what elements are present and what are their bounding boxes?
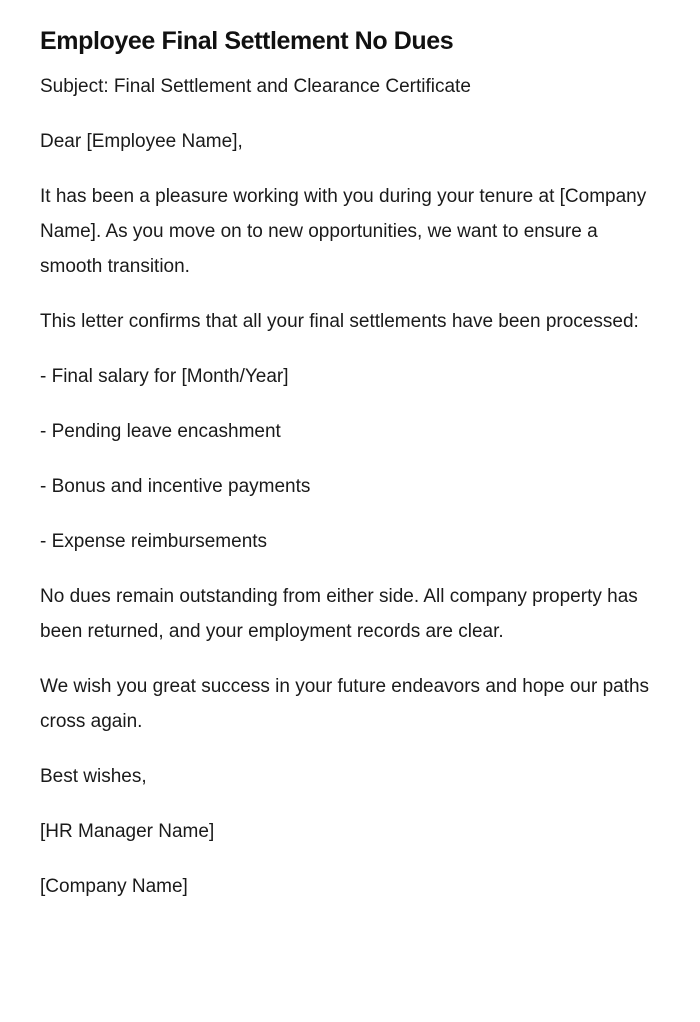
settlement-item-bonus: - Bonus and incentive payments [40, 476, 311, 497]
confirmation-paragraph: This letter confirms that all your final settlements have been processed: [40, 311, 639, 332]
settlement-item-leave-encashment: - Pending leave encashment [40, 421, 281, 442]
letter-title: Employee Final Settlement No Dues [40, 27, 454, 55]
wishes-paragraph: We wish you great success in your future endeavors and hope our paths cross again. [40, 676, 650, 732]
settlement-item-expenses: - Expense reimbursements [40, 531, 268, 552]
settlement-item-final-salary: - Final salary for [Month/Year] [40, 366, 289, 387]
signer-company: [Company Name] [40, 876, 188, 897]
signer-name: [HR Manager Name] [40, 821, 215, 842]
no-dues-paragraph: No dues remain outstanding from either side. All company property has been returned, and your employment records are clear. [40, 586, 638, 642]
subject-line: Subject: Final Settlement and Clearance Certificate [40, 76, 471, 97]
closing-line: Best wishes, [40, 766, 147, 787]
intro-paragraph: It has been a pleasure working with you during your tenure at [Company Name]. As you move on to new opportunities, we want to ensure a smooth transition. [40, 186, 647, 277]
salutation: Dear [Employee Name], [40, 131, 243, 152]
